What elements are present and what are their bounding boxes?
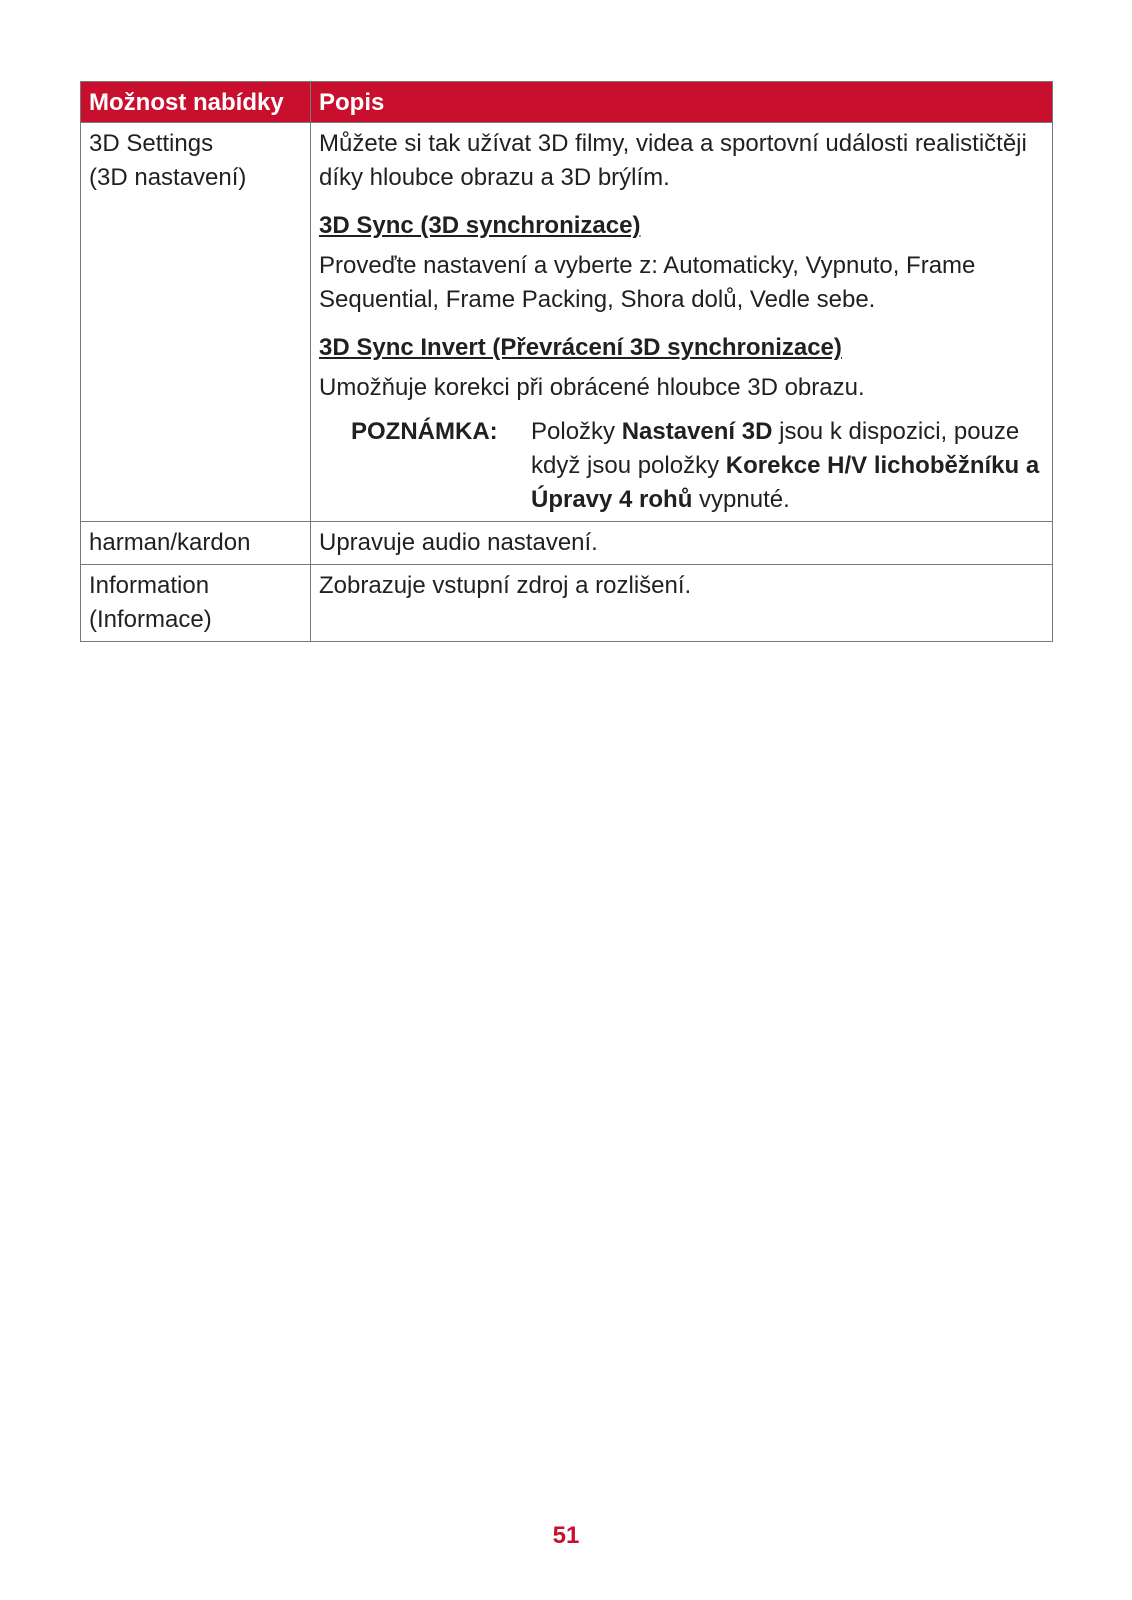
table-header-row [81, 82, 1053, 123]
header-option: Možnost nabídky [81, 82, 311, 123]
header-description: Popis [311, 82, 1053, 123]
subsection-text: Proveďte nastavení a vyberte z: Automaticky, Vypnuto, Frame Sequential, Frame Packing, Shora dolů, Vedle sebe. [319, 252, 976, 313]
option-cell [81, 123, 311, 522]
option-cell [81, 522, 311, 565]
option-name-translation: (3D nastavení) [89, 164, 247, 191]
note-text: jsou k dispozici, pouze když jsou položky [531, 418, 1020, 479]
description-cell [311, 565, 1053, 642]
note-bold-text: Korekce H/V lichoběžníku a Úpravy 4 rohů [531, 452, 1040, 513]
subsection-text: Umožňuje korekci při obrácené hloubce 3D obrazu. [319, 374, 865, 401]
description-cell [311, 123, 1053, 522]
option-name: harman/kardon [89, 529, 251, 556]
note-bold-text: Nastavení 3D [621, 418, 773, 445]
menu-options-table [80, 81, 1053, 642]
option-name-translation: (Informace) [89, 606, 212, 633]
option-name: 3D Settings [89, 130, 214, 157]
description-text: Zobrazuje vstupní zdroj a rozlišení. [319, 572, 692, 599]
note-text: vypnuté. [692, 486, 790, 513]
table-row [81, 565, 1053, 642]
note-label: POZNÁMKA: [351, 418, 498, 445]
page-number: 51 [552, 1522, 580, 1549]
description-cell [311, 522, 1053, 565]
subsection-heading: 3D Sync Invert (Převrácení 3D synchronizace) [319, 334, 842, 361]
description-text: Upravuje audio nastavení. [319, 529, 598, 556]
note [319, 415, 1044, 517]
subsection-heading: 3D Sync (3D synchronizace) [319, 212, 641, 239]
description-text: Můžete si tak užívat 3D filmy, videa a sportovní události realističtěji díky hloubce obrazu a 3D brýlím. [319, 130, 1027, 191]
note-text: Položky [531, 418, 622, 445]
option-name: Information [89, 572, 210, 599]
table-row [81, 522, 1053, 565]
note-body [531, 415, 1044, 517]
table-row [81, 123, 1053, 522]
option-cell [81, 565, 311, 642]
